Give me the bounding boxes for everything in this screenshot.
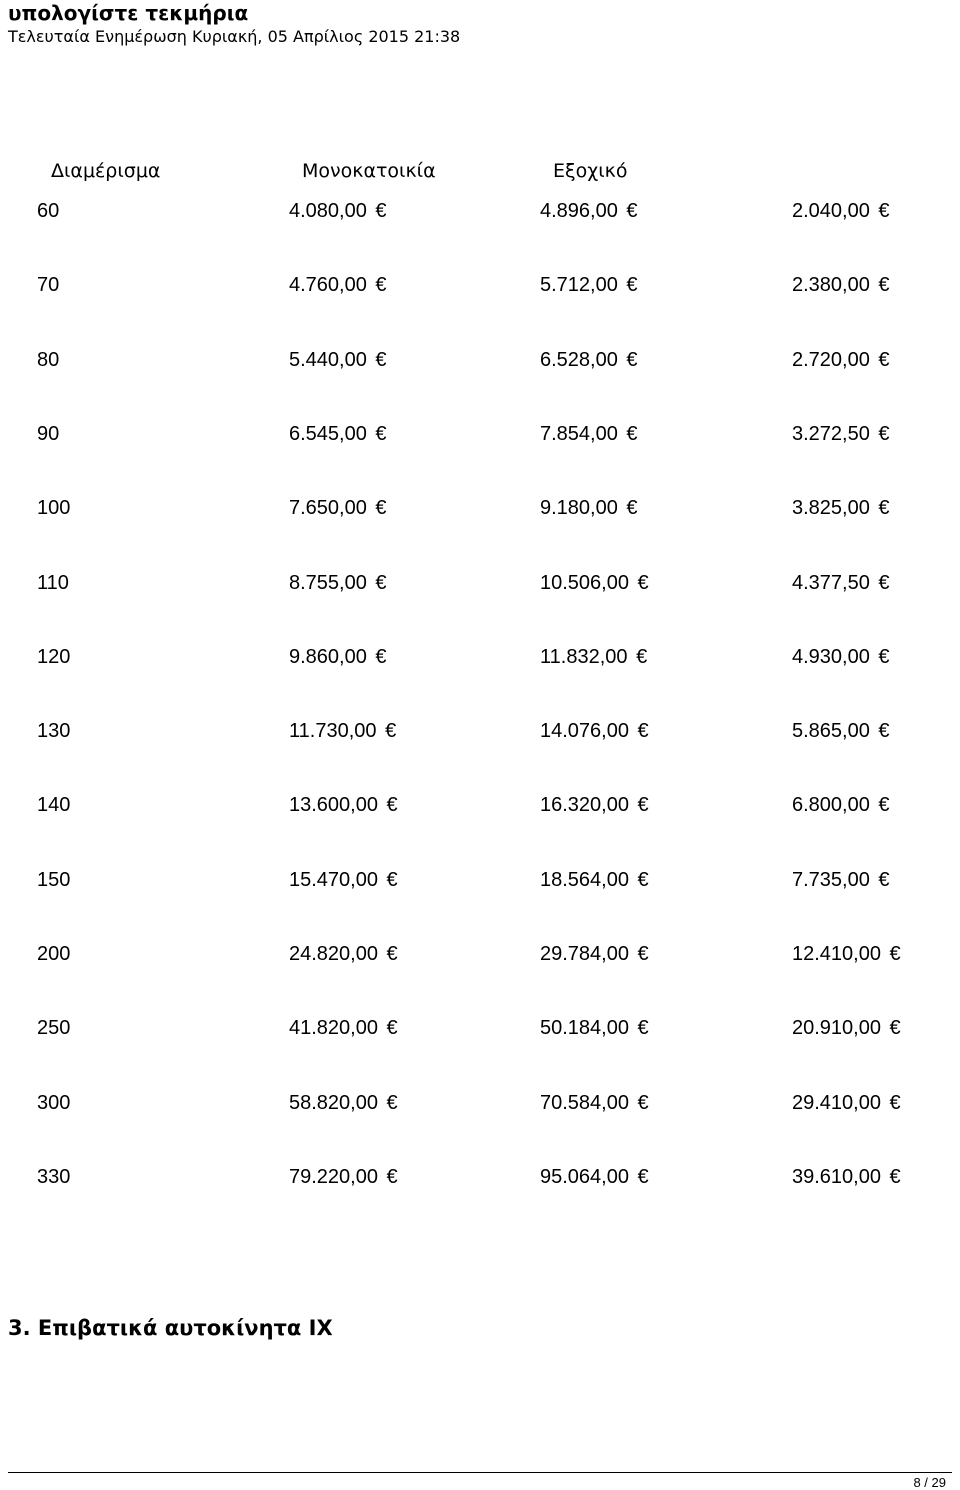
amount-cell (289, 568, 387, 598)
amount-value: 79.220,00 (289, 1166, 378, 1188)
amount-cell (792, 939, 901, 969)
amount-value: 16.320,00 (540, 794, 629, 816)
amount-cell (289, 1088, 398, 1118)
area-sqm-cell: 130 (37, 720, 71, 742)
amount-value: 58.820,00 (289, 1092, 378, 1114)
amount-value: 24.820,00 (289, 943, 378, 965)
amount-value: 14.076,00 (540, 720, 629, 742)
euro-icon: € (375, 349, 387, 371)
amount-value: 41.820,00 (289, 1017, 378, 1039)
area-sqm-cell: 90 (37, 423, 60, 445)
amount-value: 9.180,00 (540, 497, 618, 519)
table-row (0, 642, 960, 672)
euro-icon: € (878, 274, 890, 296)
table-row (0, 1088, 960, 1118)
euro-icon: € (637, 869, 649, 891)
amount-value: 8.755,00 (289, 572, 367, 594)
table-row (0, 270, 960, 300)
amount-value: 4.080,00 (289, 200, 367, 222)
amount-cell (792, 716, 890, 746)
euro-icon: € (375, 423, 387, 445)
amount-value: 70.584,00 (540, 1092, 629, 1114)
amount-cell (792, 790, 890, 820)
amount-value: 95.064,00 (540, 1166, 629, 1188)
table-row (0, 419, 960, 449)
euro-icon: € (375, 497, 387, 519)
amount-value: 3.272,50 (792, 423, 870, 445)
amount-value: 39.610,00 (792, 1166, 881, 1188)
euro-icon: € (386, 943, 398, 965)
amount-value: 4.896,00 (540, 200, 618, 222)
amount-value: 4.760,00 (289, 274, 367, 296)
amount-cell (289, 790, 398, 820)
area-sqm-cell: 100 (37, 497, 71, 519)
last-updated-text: Τελευταία Ενημέρωση Κυριακή, 05 Απρίλιος 2015 21:38 (8, 27, 461, 46)
euro-icon: € (637, 572, 649, 594)
area-sqm-cell: 200 (37, 943, 71, 965)
euro-icon: € (878, 200, 890, 222)
amount-value: 5.712,00 (540, 274, 618, 296)
table-row (0, 345, 960, 375)
euro-icon: € (375, 646, 387, 668)
amount-value: 11.730,00 (289, 720, 377, 742)
euro-icon: € (878, 720, 890, 742)
amount-cell (792, 865, 890, 895)
euro-icon: € (878, 423, 890, 445)
amount-cell (540, 642, 647, 672)
amount-value: 50.184,00 (540, 1017, 629, 1039)
amount-cell (540, 345, 638, 375)
amount-cell (289, 493, 387, 523)
euro-icon: € (375, 200, 387, 222)
amount-value: 18.564,00 (540, 869, 629, 891)
euro-icon: € (637, 794, 649, 816)
amount-value: 11.832,00 (540, 646, 628, 668)
area-sqm-cell: 330 (37, 1166, 71, 1188)
amount-cell (792, 493, 890, 523)
amount-cell (540, 939, 649, 969)
footer-rule (8, 1472, 952, 1473)
euro-icon: € (375, 274, 387, 296)
euro-icon: € (878, 349, 890, 371)
euro-icon: € (626, 423, 638, 445)
amount-value: 10.506,00 (540, 572, 629, 594)
amount-cell (540, 196, 638, 226)
euro-icon: € (386, 1166, 398, 1188)
table-row (0, 716, 960, 746)
table-row (0, 196, 960, 226)
amount-value: 3.825,00 (792, 497, 870, 519)
amount-value: 20.910,00 (792, 1017, 881, 1039)
area-sqm-cell: 60 (37, 200, 60, 222)
table-row (0, 493, 960, 523)
page-number: 8 / 29 (913, 1475, 946, 1490)
amount-cell (540, 716, 649, 746)
amount-value: 2.380,00 (792, 274, 870, 296)
euro-icon: € (626, 349, 638, 371)
amount-value: 29.410,00 (792, 1092, 881, 1114)
area-sqm-cell: 110 (37, 572, 69, 594)
euro-icon: € (386, 794, 398, 816)
euro-icon: € (637, 943, 649, 965)
table-header-apartment: Διαμέρισμα (51, 160, 161, 182)
euro-icon: € (878, 646, 890, 668)
amount-cell (540, 1013, 649, 1043)
area-sqm-cell: 140 (37, 794, 71, 816)
amount-cell (289, 419, 387, 449)
table-row (0, 790, 960, 820)
amount-cell (540, 1088, 649, 1118)
amount-value: 2.040,00 (792, 200, 870, 222)
euro-icon: € (385, 720, 397, 742)
euro-icon: € (636, 646, 648, 668)
amount-cell (792, 1162, 901, 1192)
amount-cell (792, 345, 890, 375)
area-sqm-cell: 120 (37, 646, 71, 668)
euro-icon: € (637, 1166, 649, 1188)
euro-icon: € (386, 1017, 398, 1039)
amount-cell (289, 1013, 398, 1043)
table-header-holiday-home: Εξοχικό (553, 160, 628, 182)
euro-icon: € (889, 1092, 901, 1114)
amount-cell (289, 865, 398, 895)
amount-value: 15.470,00 (289, 869, 378, 891)
area-sqm-cell: 250 (37, 1017, 71, 1039)
table-row (0, 939, 960, 969)
amount-value: 9.860,00 (289, 646, 367, 668)
euro-icon: € (637, 1092, 649, 1114)
site-title: υπολογίστε τεκμήρια (8, 1, 249, 25)
amount-cell (289, 345, 387, 375)
area-sqm-cell: 300 (37, 1092, 71, 1114)
euro-icon: € (637, 720, 649, 742)
amount-cell (792, 1013, 901, 1043)
amount-value: 29.784,00 (540, 943, 629, 965)
amount-value: 6.528,00 (540, 349, 618, 371)
euro-icon: € (889, 1166, 901, 1188)
amount-value: 13.600,00 (289, 794, 378, 816)
amount-cell (792, 642, 890, 672)
table-row (0, 568, 960, 598)
amount-cell (540, 865, 649, 895)
euro-icon: € (878, 794, 890, 816)
amount-cell (540, 568, 649, 598)
area-sqm-cell: 80 (37, 349, 60, 371)
amount-cell (289, 270, 387, 300)
amount-value: 2.720,00 (792, 349, 870, 371)
amount-value: 4.930,00 (792, 646, 870, 668)
amount-cell (289, 196, 387, 226)
amount-cell (289, 1162, 398, 1192)
amount-value: 7.650,00 (289, 497, 367, 519)
amount-cell (792, 1088, 901, 1118)
amount-value: 12.410,00 (792, 943, 881, 965)
amount-cell (792, 196, 890, 226)
table-row (0, 1162, 960, 1192)
amount-cell (540, 493, 638, 523)
amount-cell (289, 642, 387, 672)
euro-icon: € (386, 1092, 398, 1114)
amount-value: 5.865,00 (792, 720, 870, 742)
euro-icon: € (375, 572, 387, 594)
euro-icon: € (889, 1017, 901, 1039)
euro-icon: € (626, 200, 638, 222)
amount-cell (289, 716, 396, 746)
area-sqm-cell: 70 (37, 274, 60, 296)
amount-cell (540, 1162, 649, 1192)
amount-cell (792, 568, 890, 598)
amount-cell (540, 270, 638, 300)
euro-icon: € (626, 497, 638, 519)
euro-icon: € (878, 572, 890, 594)
section-heading: 3. Επιβατικά αυτοκίνητα ΙΧ (8, 1316, 333, 1340)
table-row (0, 865, 960, 895)
euro-icon: € (637, 1017, 649, 1039)
table-header-detached-house: Μονοκατοικία (302, 160, 436, 182)
amount-value: 6.800,00 (792, 794, 870, 816)
area-sqm-cell: 150 (37, 869, 71, 891)
amount-value: 7.735,00 (792, 869, 870, 891)
amount-value: 7.854,00 (540, 423, 618, 445)
amount-cell (289, 939, 398, 969)
table-row (0, 1013, 960, 1043)
amount-cell (540, 419, 638, 449)
amount-cell (792, 419, 890, 449)
amount-value: 5.440,00 (289, 349, 367, 371)
amount-cell (792, 270, 890, 300)
euro-icon: € (878, 869, 890, 891)
euro-icon: € (889, 943, 901, 965)
amount-value: 6.545,00 (289, 423, 367, 445)
euro-icon: € (386, 869, 398, 891)
euro-icon: € (626, 274, 638, 296)
euro-icon: € (878, 497, 890, 519)
amount-cell (540, 790, 649, 820)
amount-value: 4.377,50 (792, 572, 870, 594)
